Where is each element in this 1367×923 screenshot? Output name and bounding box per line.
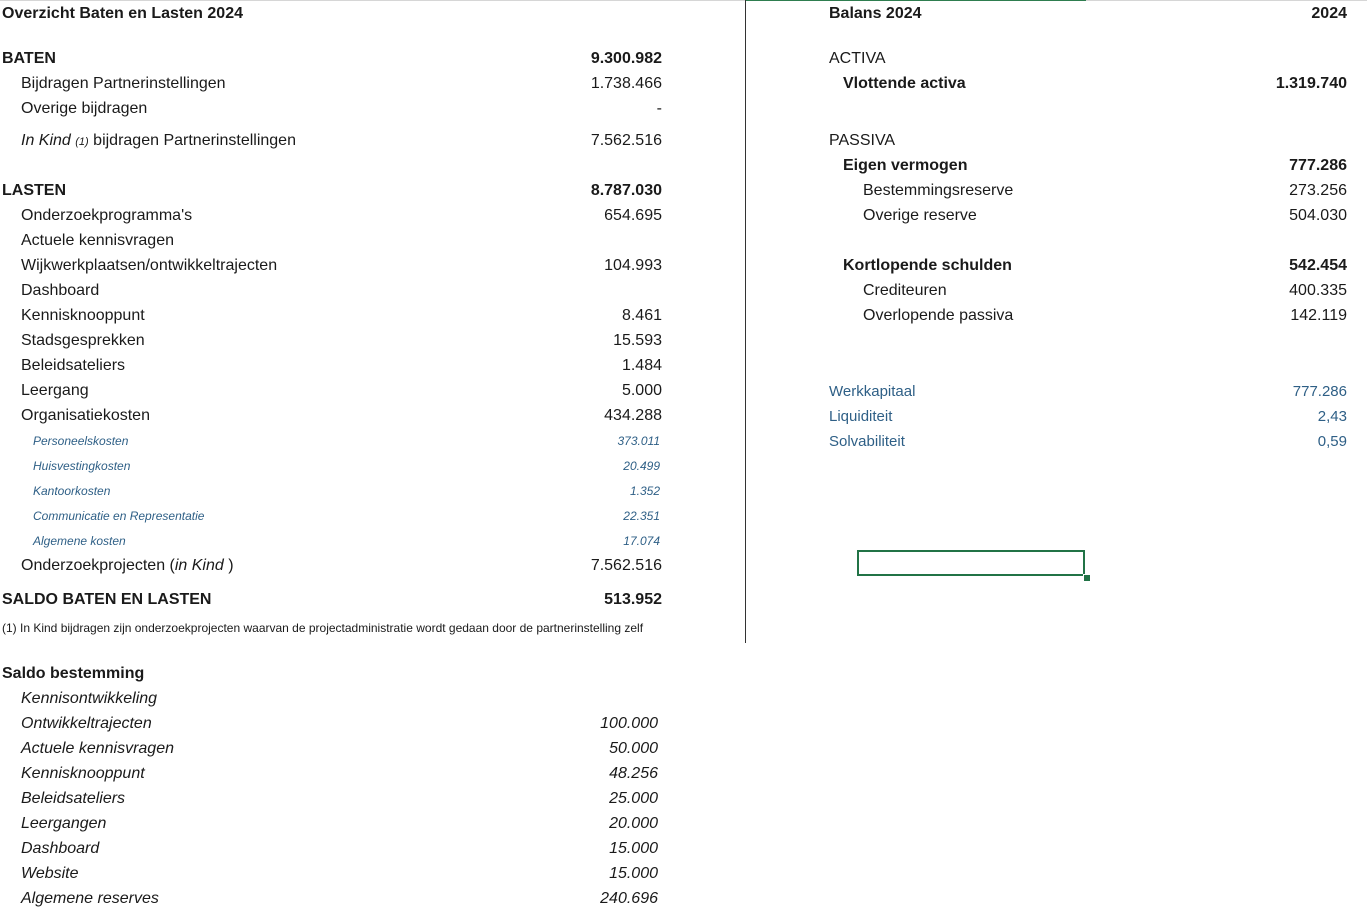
lasten-inkind-row[interactable]: Onderzoekprojecten (in Kind ) 7.562.516	[21, 557, 662, 574]
baten-row[interactable]	[2, 46, 662, 71]
saldo-value: 513.952	[604, 591, 662, 608]
kortlopende-item[interactable]: Crediteuren 400.335	[863, 282, 1347, 299]
balance-year: 2024	[1311, 5, 1347, 22]
lasten-total: 8.787.030	[590, 182, 662, 199]
eigen-vermogen-item[interactable]: Bestemmingsreserve 273.256	[863, 182, 1347, 199]
bestemming-item[interactable]: Website 15.000	[21, 865, 658, 882]
fill-handle[interactable]	[1083, 574, 1091, 582]
bestemming-item[interactable]: Kennisontwikkeling	[21, 690, 158, 707]
ratio-row[interactable]: Solvabiliteit 0,59	[829, 433, 1347, 450]
baten-inkind-row[interactable]: In Kind (1) bijdragen Partnerinstellingen 7.562.516	[21, 132, 662, 149]
lasten-sub-item[interactable]: Communicatie en Representatie 22.351	[33, 509, 660, 523]
bestemming-item[interactable]: Leergangen 20.000	[21, 815, 658, 832]
income-statement-title: Overzicht Baten en Lasten 2024	[2, 5, 243, 22]
footnote-marker: (1)	[75, 136, 89, 148]
lasten-sub-item[interactable]: Kantoorkosten 1.352	[33, 484, 660, 498]
lasten-item[interactable]: Leergang 5.000	[21, 382, 662, 399]
bestemming-item[interactable]: Beleidsateliers 25.000	[21, 790, 658, 807]
lasten-item[interactable]: Stadsgesprekken 15.593	[21, 332, 662, 349]
lasten-row[interactable]	[2, 178, 662, 203]
lasten-item[interactable]: Organisatiekosten 434.288	[21, 407, 662, 424]
activa-heading: ACTIVA	[829, 50, 886, 67]
bestemming-item[interactable]: Dashboard 15.000	[21, 840, 658, 857]
bestemming-heading: Saldo bestemming	[2, 665, 145, 682]
baten-total: 9.300.982	[590, 50, 662, 67]
lasten-item[interactable]: Dashboard	[21, 282, 100, 299]
bestemming-item[interactable]: Ontwikkeltrajecten 100.000	[21, 715, 658, 732]
lasten-item[interactable]: Beleidsateliers 1.484	[21, 357, 662, 374]
selected-cell[interactable]	[857, 550, 1085, 576]
baten-heading: BATEN	[2, 50, 56, 67]
lasten-item[interactable]: Onderzoekprogramma's 654.695	[21, 207, 662, 224]
section-divider	[745, 0, 746, 643]
ratio-row[interactable]: Liquiditeit 2,43	[829, 408, 1347, 425]
lasten-sub-item[interactable]: Huisvestingkosten 20.499	[33, 459, 660, 473]
kortlopende-item[interactable]: Overlopende passiva 142.119	[863, 307, 1347, 324]
footnote: (1) In Kind bijdragen zijn onderzoekprojecten waarvan de projectadministratie wordt gedaan door de partnerinstelling zelf	[2, 621, 644, 635]
lasten-heading: LASTEN	[2, 182, 66, 199]
balance-title-row	[829, 1, 1347, 26]
baten-item[interactable]: Bijdragen Partnerinstellingen 1.738.466	[21, 75, 662, 92]
bestemming-item[interactable]: Kennisknooppunt 48.256	[21, 765, 658, 782]
lasten-item[interactable]: Wijkwerkplaatsen/ontwikkeltrajecten 104.993	[21, 257, 662, 274]
lasten-sub-item[interactable]: Personeelskosten 373.011	[33, 434, 660, 448]
eigen-vermogen-row[interactable]: Eigen vermogen 777.286	[843, 157, 1347, 174]
lasten-item[interactable]: Actuele kennisvragen	[21, 232, 174, 249]
bestemming-item[interactable]: Actuele kennisvragen 50.000	[21, 740, 658, 757]
balance-title: Balans 2024	[829, 5, 922, 22]
vlottende-activa-row[interactable]: Vlottende activa 1.319.740	[843, 75, 1347, 92]
ratio-row[interactable]: Werkkapitaal 777.286	[829, 383, 1347, 400]
saldo-row[interactable]: SALDO BATEN EN LASTEN 513.952	[2, 587, 662, 612]
lasten-sub-item[interactable]: Algemene kosten 17.074	[33, 534, 660, 548]
eigen-vermogen-item[interactable]: Overige reserve 504.030	[863, 207, 1347, 224]
lasten-item[interactable]: Kennisknooppunt 8.461	[21, 307, 662, 324]
passiva-heading: PASSIVA	[829, 132, 896, 149]
bestemming-item[interactable]: Algemene reserves 240.696	[21, 890, 658, 907]
kortlopende-schulden-row[interactable]: Kortlopende schulden 542.454	[843, 257, 1347, 274]
baten-item[interactable]: Overige bijdragen -	[21, 100, 662, 117]
